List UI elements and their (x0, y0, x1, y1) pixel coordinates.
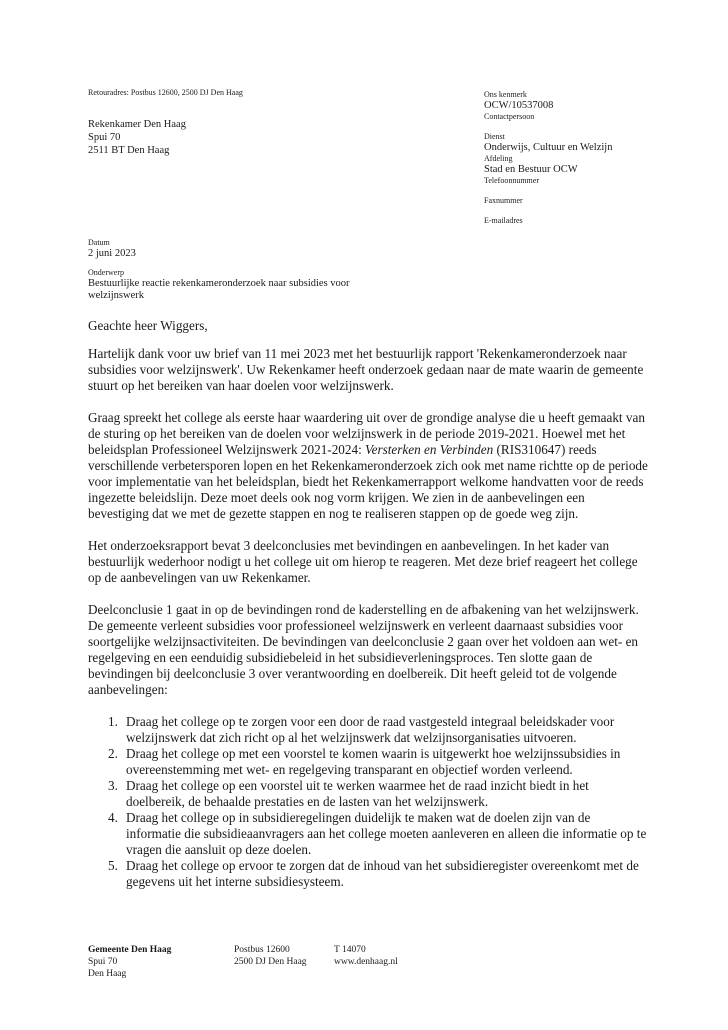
recommendation-number: 1. (108, 714, 118, 729)
fax-label: Faxnummer (484, 196, 523, 205)
recipient-street: Spui 70 (88, 132, 121, 143)
dienst-value: Onderwijs, Cultuur en Welzijn (484, 142, 613, 153)
recommendation-text: Draag het college op ervoor te zorgen dat de inhoud van het subsidieregister overeenkomt met de gegevens uit het interne subsidiesysteem. (126, 858, 639, 889)
dienst-label: Dienst (484, 132, 505, 141)
footer-postal (234, 944, 307, 968)
ons-kenmerk-value: OCW/10537008 (484, 100, 554, 111)
ons-kenmerk-label: Ons kenmerk (484, 90, 527, 99)
paragraph-2-italic-title: Versterken en Verbinden (365, 442, 494, 457)
footer-postbus: Postbus 12600 (234, 945, 290, 955)
date-block (88, 238, 136, 260)
footer-contact (334, 944, 398, 968)
paragraph-2-part-a: Graag spreekt het college als eerste haar waardering uit over de grondige analyse die u heeft gemaakt van de sturing op het bereiken van de doelen voor welzijnswerk in de periode 2019-2021. Hoewel met het beleidsplan Professioneel Welzijnswerk 2021-2024: (88, 410, 645, 457)
recipient-postal: 2511 BT Den Haag (88, 145, 170, 156)
recommendations-list (88, 714, 648, 890)
email-label: E-mailadres (484, 216, 523, 225)
afdeling-label: Afdeling (484, 154, 513, 163)
letter-body (88, 318, 648, 890)
date-value: 2 juni 2023 (88, 248, 136, 259)
telefoon-label: Telefoonnummer (484, 176, 539, 185)
contactpersoon-label: Contactpersoon (484, 112, 535, 121)
reference-sidebar (484, 90, 684, 226)
recipient-address (88, 118, 186, 157)
subject-value: Bestuurlijke reactie rekenkameronderzoek naar subsidies voor welzijnswerk (88, 278, 350, 301)
return-address: Retouradres: Postbus 12600, 2500 DJ Den Haag (88, 88, 243, 97)
paragraph-4: Deelconclusie 1 gaat in op de bevindingen rond de kaderstelling en de afbakening van het welzijnswerk. De gemeente verleent subsidies voor professioneel welzijnswerk en verleent daarnaast subsidies voor soortgelijke welzijnsactiviteiten. De bevindingen van deelconclusie 2 gaan over het voldoen aan wet- en regelgeving en een eenduidig subsidiebeleid in het subsidieverleningsproces. Ten slotte gaan de bevindingen bij deelconclusie 3 over verantwoording en doelbereik. Dit heeft geleid tot de volgende aanbevelingen: (88, 602, 639, 697)
paragraph-3: Het onderzoeksrapport bevat 3 deelconclusies met bevindingen en aanbevelingen. In het kader van bestuurlijk wederhoor nodigt u het college uit om hierop te reageren. Met deze brief reageert het college op de aanbevelingen van uw Rekenkamer. (88, 538, 638, 585)
recommendation-text: Draag het college op te zorgen voor een door de raad vastgesteld integraal beleidskader voor welzijnswerk dat zich richt op al het welzijnswerk dat welzijnsorganisaties uitvoeren. (126, 714, 615, 745)
date-label: Datum (88, 238, 110, 247)
paragraph-2 (88, 410, 648, 522)
subject-label: Onderwerp (88, 268, 124, 277)
footer-org-name: Gemeente Den Haag (88, 945, 172, 955)
recommendation-number: 2. (108, 746, 118, 761)
footer-postbus-city: 2500 DJ Den Haag (234, 957, 307, 967)
recommendation-number: 4. (108, 810, 118, 825)
recommendation-item (88, 746, 648, 778)
subject-block (88, 268, 388, 302)
recommendation-number: 3. (108, 778, 118, 793)
recommendation-item (88, 810, 648, 858)
recommendation-text: Draag het college op met een voorstel te komen waarin is uitgewerkt hoe welzijnssubsidies in overeenstemming met wet- en regelgeving transparant en objectief worden verleend. (126, 746, 621, 777)
recommendation-number: 5. (108, 858, 118, 873)
recommendation-text: Draag het college op een voorstel uit te werken waarmee het de raad inzicht biedt in het doelbereik, de behaalde prestaties en de lasten van het welzijnswerk. (126, 778, 589, 809)
recommendation-text: Draag het college op in subsidieregelingen duidelijk te maken wat de doelen zijn van de informatie die subsidieaanvragers aan het college moeten aanleveren en alleen die informatie op te vragen die aansluit op deze doelen. (126, 810, 647, 857)
afdeling-value: Stad en Bestuur OCW (484, 164, 578, 175)
salutation: Geachte heer Wiggers, (88, 318, 208, 333)
recommendation-item (88, 858, 648, 890)
recommendation-item (88, 714, 648, 746)
recommendation-item (88, 778, 648, 810)
footer-org-street: Spui 70 (88, 957, 118, 967)
recipient-name: Rekenkamer Den Haag (88, 119, 186, 130)
paragraph-2-part-b: (RIS310647) reeds verschillende verbetersporen lopen en het Rekenkameronderzoek zich ook met name richtte op de periode voor implementatie van het beleidsplan, biedt het Rekenkamerrapport welkome handvatten voor de reeds ingezette beleidslijn. Deze moet deels ook nog vorm krijgen. We zien in de aanbevelingen een bevestiging dat we met de gezette stappen en nog te realiseren stappen op de goede weg zijn. (88, 442, 648, 521)
footer-website[interactable]: www.denhaag.nl (334, 957, 398, 967)
footer-phone: T 14070 (334, 945, 366, 955)
footer-organization (88, 944, 171, 980)
paragraph-1: Hartelijk dank voor uw brief van 11 mei 2023 met het bestuurlijk rapport 'Rekenkameronderzoek naar subsidies voor welzijnswerk'. Uw Rekenkamer heeft onderzoek gedaan naar de mate waarin de gemeente stuurt op het bereiken van haar doelen voor welzijnswerk. (88, 346, 644, 393)
footer-org-city: Den Haag (88, 969, 127, 979)
